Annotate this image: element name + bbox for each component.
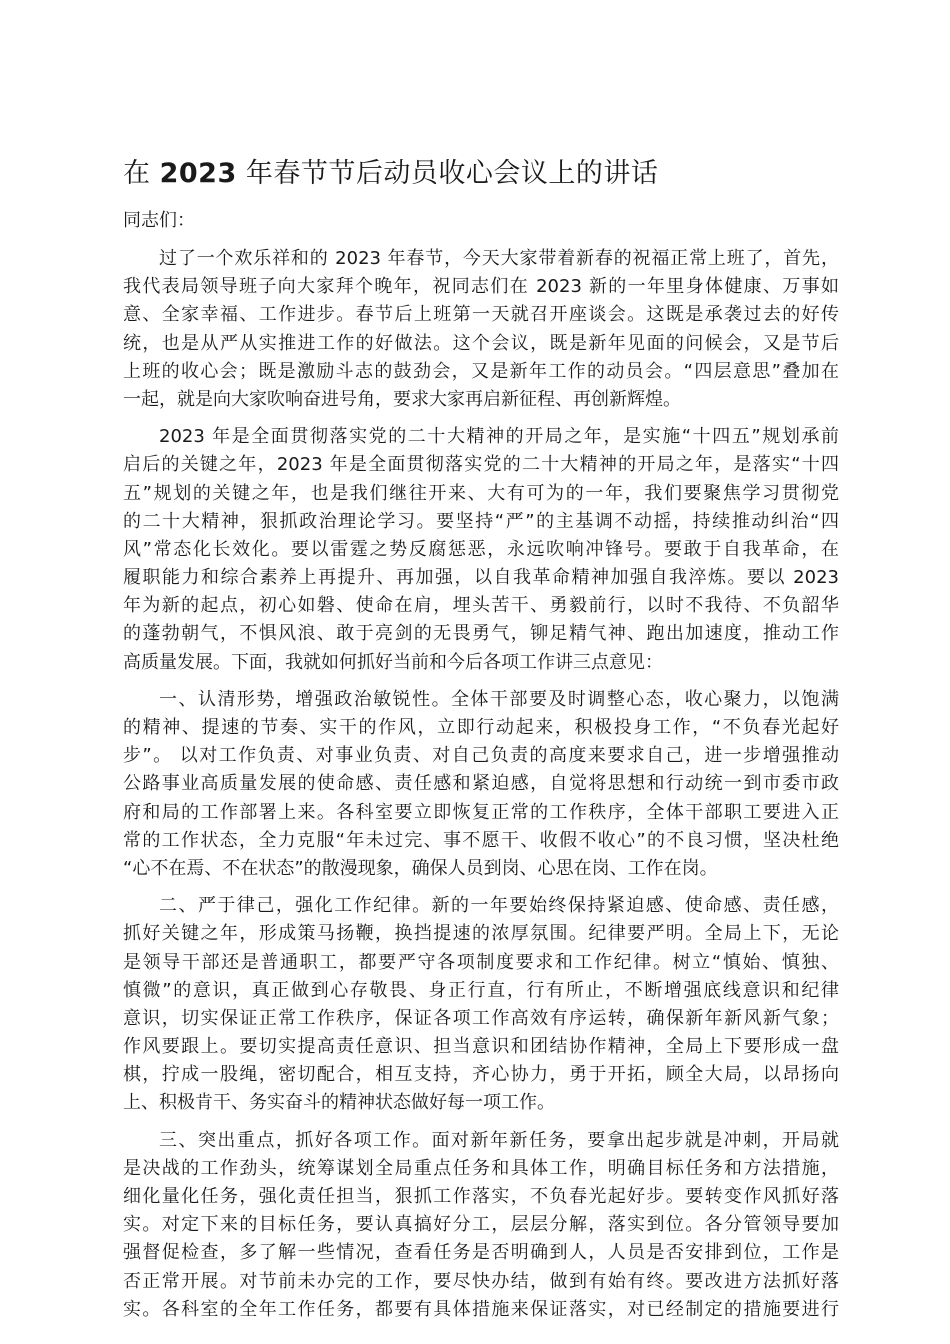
paragraph-line: 过了一个欢乐祥和的 2023 年春节，今天大家带着新春的祝福正常上班了，首先，: [159, 248, 839, 269]
paragraph-line: 上、积极肯干、务实奋斗的精神状态做好每一项工作。: [123, 1092, 555, 1114]
paragraph-line: 的蓬勃朝气，不惧风浪、敢于亮剑的无畏勇气，铆足精气神、跑出加速度，推动工作: [123, 623, 839, 645]
paragraph-line: 高质量发展。下面，我就如何抓好当前和今后各项工作讲三点意见：: [123, 651, 663, 673]
document-title: [123, 152, 843, 196]
paragraph: [123, 892, 839, 1118]
paragraph: [123, 245, 839, 414]
paragraph-line: 意、全家幸福、工作进步。春节后上班第一天就召开座谈会。这既是承袭过去的好传: [123, 304, 839, 326]
paragraph-line: 统，也是从严从实推进工作的好做法。这个会议，既是新年见面的问候会，又是节后: [123, 332, 839, 354]
paragraph-line: 实。对定下来的目标任务，要认真搞好分工，层层分解，落实到位。各分管领导要加: [123, 1214, 839, 1236]
paragraph-line: 上班的收心会；既是激励斗志的鼓劲会，又是新年工作的动员会。“四层意思”叠加在: [123, 360, 839, 382]
paragraph-line: 年为新的起点，初心如磐、使命在肩，埋头苦干、勇毅前行，以时不我待、不负韶华: [123, 595, 839, 617]
paragraph-line: 否正常开展。对节前未办完的工作，要尽快办结，做到有始有终。要改进方法抓好落: [123, 1270, 839, 1292]
paragraph-line: 府和局的工作部署上来。各科室要立即恢复正常的工作秩序，全体干部职工要进入正: [123, 801, 839, 823]
paragraph-line: 公路事业高质量发展的使命感、责任感和紧迫感，自觉将思想和行动统一到市委市政: [123, 773, 839, 795]
paragraph-line: 五”规划的关键之年，也是我们继往开来、大有可为的一年，我们要聚焦学习贯彻党: [123, 482, 839, 504]
paragraph-line: 作风要跟上。要切实提高责任意识、担当意识和团结协作精神，全局上下要形成一盘: [123, 1036, 839, 1058]
paragraph-line: 意识，切实保证正常工作秩序，保证各项工作高效有序运转，确保新年新风新气象；: [123, 1007, 839, 1029]
paragraph-line: 慎微”的意识，真正做到心存敬畏、身正行直，行有所止，不断增强底线意识和纪律: [123, 979, 839, 1001]
paragraph-line: 我代表局领导班子向大家拜个晚年，祝同志们在 2023 新的一年里身体健康、万事如: [123, 276, 839, 298]
paragraph-line: 的二十大精神，狠抓政治理论学习。要坚持“严”的主基调不动摇，持续推动纠治“四: [123, 510, 839, 532]
paragraph: [123, 423, 839, 677]
paragraph-line: 步”。 以对工作负责、对事业负责、对自己负责的高度来要求自己，进一步增强推动: [123, 745, 839, 767]
speech-body: [123, 245, 839, 1333]
paragraph-line: 启后的关键之年，2023 年是全面贯彻落实党的二十大精神的开局之年，是落实“十四: [123, 454, 839, 476]
paragraph-line: 强督促检查，多了解一些情况，查看任务是否明确到人，人员是否安排到位，工作是: [123, 1242, 839, 1264]
paragraph-line: 实。各科室的全年工作任务，都要有具体措施来保证落实，对已经制定的措施要进行: [123, 1298, 839, 1320]
paragraph-line: 常的工作状态，全力克服“年未过完、事不愿干、收假不收心”的不良习惯，坚决杜绝: [123, 829, 839, 851]
paragraph-line: 是决战的工作劲头，统筹谋划全局重点任务和具体工作，明确目标任务和方法措施，: [123, 1157, 839, 1179]
paragraph-line: 一、认清形势，增强政治敏锐性。全体干部要及时调整心态，收心聚力，以饱满: [159, 688, 839, 710]
paragraph-line: 三、突出重点，抓好各项工作。面对新年新任务，要拿出起步就是冲刺，开局就: [159, 1129, 839, 1151]
paragraph-line: 抓好关键之年，形成策马扬鞭，换挡提速的浓厚氛围。纪律要严明。全局上下，无论: [123, 923, 839, 945]
paragraph-line: 细化量化任务，强化责任担当，狠抓工作落实，不负春光起好步。要转变作风抓好落: [123, 1186, 839, 1207]
paragraph-line: 2023 年是全面贯彻落实党的二十大精神的开局之年，是实施“十四五”规划承前: [159, 426, 839, 448]
paragraph-line: 一起，就是向大家吹响奋进号角，要求大家再启新征程、再创新辉煌。: [123, 388, 681, 410]
paragraph-line: 二、严于律己，强化工作纪律。新的一年要始终保持紧迫感、使命感、责任感，: [159, 895, 839, 917]
salutation: 同志们：: [123, 210, 195, 231]
paragraph-line: 的精神、提速的节奏、实干的作风，立即行动起来，积极投身工作，“不负春光起好: [123, 717, 839, 738]
paragraph-line: 棋，拧成一股绳，密切配合，相互支持，齐心协力，勇于开拓，顾全大局，以昂扬向: [123, 1064, 839, 1086]
paragraph-line: “心不在焉、不在状态”的散漫现象，确保人员到岗、心思在岗、工作在岗。: [123, 857, 718, 879]
title-prefix: 在: [123, 158, 160, 189]
paragraph-line: 风”常态化长效化。要以雷霆之势反腐惩恶，永远吹响冲锋号。要敢于自我革命，在: [123, 538, 839, 560]
paragraph-line: 履职能力和综合素养上再提升、再加强，以自我革命精神加强自我淬炼。要以 2023: [123, 567, 839, 589]
paragraph: [123, 686, 839, 883]
paragraph: [123, 1127, 839, 1324]
paragraph-line: 是领导干部还是普通职工，都要严守各项制度要求和工作纪律。树立“慎始、慎独、: [123, 951, 839, 973]
title-year: 2023: [159, 158, 237, 189]
title-suffix: 年春节节后动员收心会议上的讲话: [236, 158, 659, 189]
